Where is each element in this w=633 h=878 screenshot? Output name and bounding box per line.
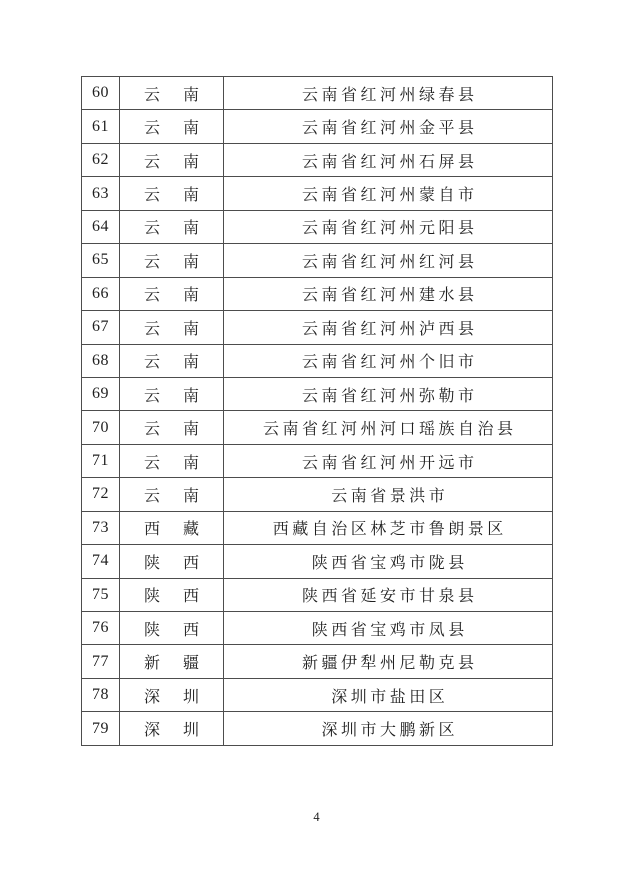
region-table-body [82, 77, 553, 746]
province-cell: 云 南 [120, 177, 224, 210]
region-cell: 云南省红河州元阳县 [224, 210, 553, 243]
table-row [82, 77, 553, 110]
region-cell: 云南省红河州开远市 [224, 444, 553, 477]
region-cell: 深圳市盐田区 [224, 678, 553, 711]
row-number-cell: 79 [82, 712, 120, 745]
region-cell: 云南省红河州红河县 [224, 244, 553, 277]
region-cell: 云南省红河州个旧市 [224, 344, 553, 377]
page-number: 4 [313, 810, 320, 824]
region-cell: 云南省红河州石屏县 [224, 143, 553, 176]
region-cell: 西藏自治区林芝市鲁朗景区 [224, 511, 553, 544]
region-cell: 云南省景洪市 [224, 478, 553, 511]
table-row [82, 478, 553, 511]
region-cell: 云南省红河州金平县 [224, 110, 553, 143]
row-number-cell: 66 [82, 277, 120, 310]
row-number-cell: 69 [82, 377, 120, 410]
table-row [82, 143, 553, 176]
province-cell: 西 藏 [120, 511, 224, 544]
province-cell: 云 南 [120, 478, 224, 511]
table-row [82, 411, 553, 444]
row-number-cell: 74 [82, 545, 120, 578]
region-cell: 陕西省延安市甘泉县 [224, 578, 553, 611]
table-row [82, 545, 553, 578]
table-row [82, 612, 553, 645]
row-number-cell: 76 [82, 612, 120, 645]
province-cell: 陕 西 [120, 545, 224, 578]
row-number-cell: 68 [82, 344, 120, 377]
region-cell: 云南省红河州弥勒市 [224, 377, 553, 410]
province-cell: 新 疆 [120, 645, 224, 678]
table-row [82, 311, 553, 344]
province-cell: 深 圳 [120, 712, 224, 745]
row-number-cell: 65 [82, 244, 120, 277]
province-cell: 云 南 [120, 411, 224, 444]
row-number-cell: 60 [82, 77, 120, 110]
province-cell: 云 南 [120, 244, 224, 277]
region-cell: 云南省红河州绿春县 [224, 77, 553, 110]
province-cell: 云 南 [120, 210, 224, 243]
province-cell: 深 圳 [120, 678, 224, 711]
row-number-cell: 75 [82, 578, 120, 611]
province-cell: 云 南 [120, 344, 224, 377]
region-cell: 云南省红河州蒙自市 [224, 177, 553, 210]
table-row [82, 712, 553, 745]
row-number-cell: 62 [82, 143, 120, 176]
table-row [82, 578, 553, 611]
table-row [82, 177, 553, 210]
row-number-cell: 64 [82, 210, 120, 243]
region-cell: 云南省红河州河口瑶族自治县 [224, 411, 553, 444]
table-row [82, 511, 553, 544]
province-cell: 云 南 [120, 110, 224, 143]
table-row [82, 678, 553, 711]
table-row [82, 377, 553, 410]
row-number-cell: 77 [82, 645, 120, 678]
province-cell: 陕 西 [120, 578, 224, 611]
region-cell: 云南省红河州泸西县 [224, 311, 553, 344]
row-number-cell: 78 [82, 678, 120, 711]
region-cell: 云南省红河州建水县 [224, 277, 553, 310]
region-cell: 新疆伊犁州尼勒克县 [224, 645, 553, 678]
table-row [82, 244, 553, 277]
province-cell: 陕 西 [120, 612, 224, 645]
table-row [82, 444, 553, 477]
region-table [81, 76, 553, 746]
table-row [82, 344, 553, 377]
region-cell: 陕西省宝鸡市陇县 [224, 545, 553, 578]
table-row [82, 210, 553, 243]
table-row [82, 277, 553, 310]
region-cell: 陕西省宝鸡市凤县 [224, 612, 553, 645]
table-row [82, 110, 553, 143]
row-number-cell: 63 [82, 177, 120, 210]
province-cell: 云 南 [120, 277, 224, 310]
province-cell: 云 南 [120, 77, 224, 110]
row-number-cell: 73 [82, 511, 120, 544]
province-cell: 云 南 [120, 444, 224, 477]
region-cell: 深圳市大鹏新区 [224, 712, 553, 745]
province-cell: 云 南 [120, 311, 224, 344]
province-cell: 云 南 [120, 377, 224, 410]
table-row [82, 645, 553, 678]
row-number-cell: 61 [82, 110, 120, 143]
row-number-cell: 67 [82, 311, 120, 344]
province-cell: 云 南 [120, 143, 224, 176]
row-number-cell: 72 [82, 478, 120, 511]
row-number-cell: 70 [82, 411, 120, 444]
row-number-cell: 71 [82, 444, 120, 477]
